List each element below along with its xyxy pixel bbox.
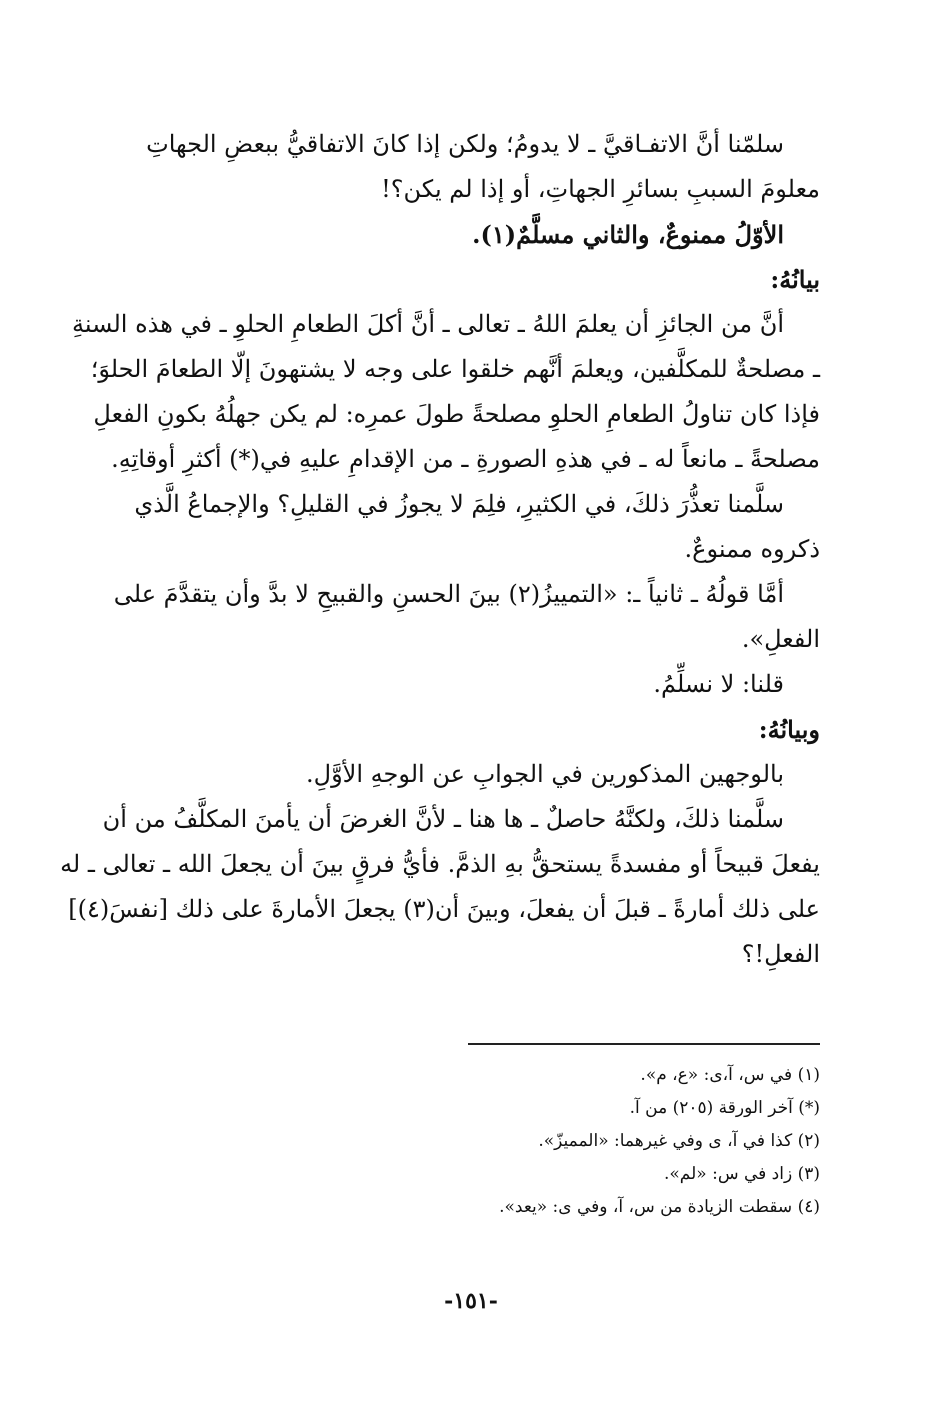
text-line: على ذلك أمارةً ـ قبلَ أن يفعلَ، وبينَ أن(٣) يجعلَ الأمارةَ على ذلك [نفسَ(٤)] [68, 895, 820, 923]
text-line: بالوجهين المذكورين في الجوابِ عن الوجهِ الأوَّلِ. [306, 760, 784, 788]
footnote: (٤) سقطت الزيادة من س، آ، وفي ى: «يعد». [499, 1197, 820, 1217]
footnote: (٢) كذا في آ، ى وفي غيرهما: «المميزّ». [538, 1131, 820, 1151]
text-line: فإذا كان تناولُ الطعامِ الحلوِ مصلحةً طولَ عمرِه: لم يكن جهلُهُ بكونِ الفعلِ [93, 400, 820, 428]
text-line: سلَّمنا ذلكَ، ولكنَّهُ حاصلٌ ـ ها هنا ـ لأنَّ الغرضَ أن يأمنَ المكلَّفُ من أن [102, 805, 784, 833]
text-line: ـ مصلحةٌ للمكلَّفين، ويعلمَ أنَّهم خلقوا على وجه لا يشتهونَ إلّا الطعامَ الحلوَ؛ [90, 355, 820, 383]
page-number: -١٥١- [444, 1288, 498, 1314]
text-line: الفعلِ!؟ [741, 940, 820, 968]
text-line: أمَّا قولُهُ ـ ثانياً ـ: «التمييزُ(٢) بينَ الحسنِ والقبيحِ لا بدَّ وأن يتقدَّمَ على [113, 580, 784, 608]
section-heading: بيانُهُ: [770, 265, 820, 294]
text-line: سلَّمنا تعذُّرَ ذلكَ، في الكثيرِ، فلِمَ لا يجوزُ في القليلِ؟ والإجماعُ الَّذي [134, 490, 784, 518]
text-line: مصلحةً ـ مانعاً له ـ في هذهِ الصورةِ ـ من الإقدامِ عليهِ في(*) أكثرِ أوقاتِهِ. [111, 445, 820, 473]
text-line: الأوّلُ ممنوعٌ، والثاني مسلَّمٌ(١). [472, 220, 784, 249]
text-line: يفعلَ قبيحاً أو مفسدةً يستحقُّ بهِ الذمَّ. فأيُّ فرقٍ بينَ أن يجعلَ الله ـ تعالى ـ له [60, 850, 820, 878]
footnote: (*) آخر الورقة (٢٠٥) من آ. [629, 1098, 820, 1118]
section-heading: وبيانُهُ: [758, 715, 820, 744]
text-line: ذكروه ممنوعٌ. [684, 535, 820, 563]
text-line: قلنا: لا نسلِّمُ. [653, 670, 784, 698]
main-text [60, 122, 820, 977]
footnote: (١) في س، آ،ى: «ع، م». [640, 1065, 820, 1085]
footnotes [400, 1059, 820, 1224]
text-line: أنَّ من الجائزِ أن يعلمَ اللهُ ـ تعالى ـ أنَّ أكلَ الطعامِ الحلوِ ـ في هذه السنةِ [71, 310, 784, 338]
text-line: الفعلِ». [741, 625, 820, 653]
text-line: معلومَ السببِ بسائرِ الجهاتِ، أو إذا لم يكن؟! [381, 175, 820, 203]
footnote: (٣) زاد في س: «لم». [663, 1164, 820, 1184]
text-line: سلمّنا أنَّ الاتفـاقيَّ ـ لا يدومُ؛ ولكن إذا كانَ الاتفاقيُّ ببعضِ الجهاتِ [146, 130, 784, 158]
footnote-separator [468, 1043, 820, 1045]
